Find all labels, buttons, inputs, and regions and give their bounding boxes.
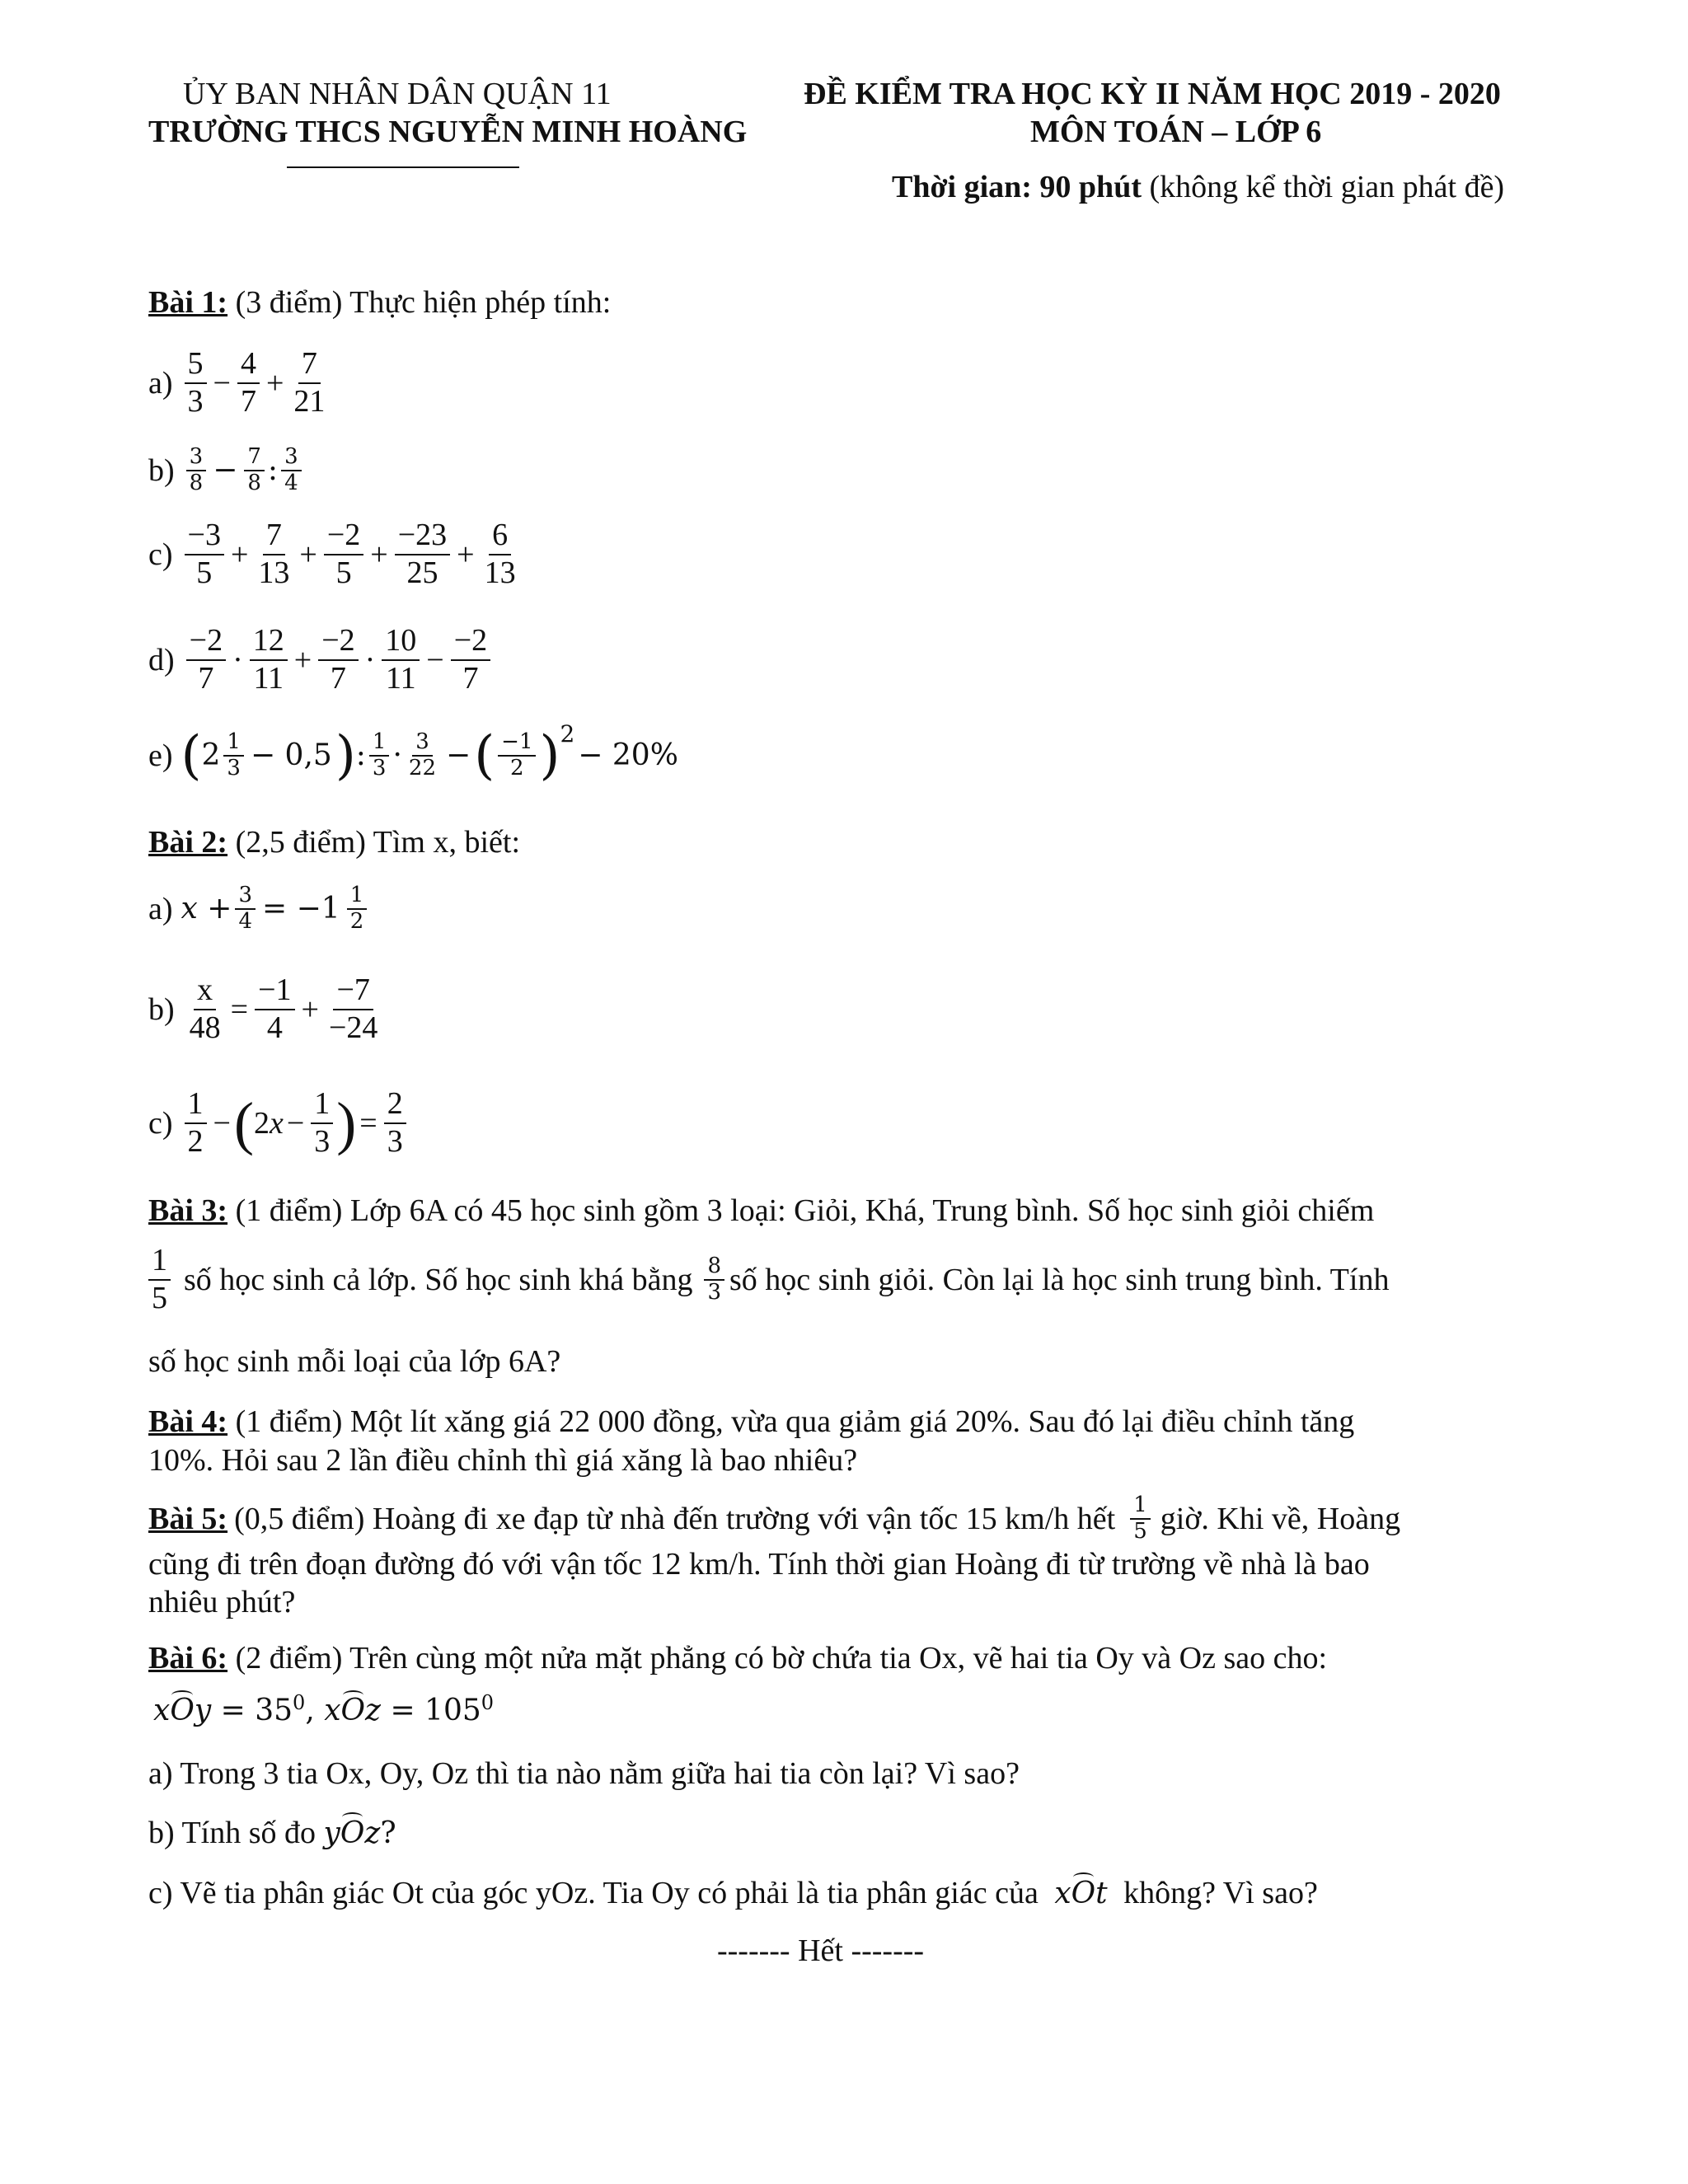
bai2-title: Bài 2: (148, 825, 228, 860)
header-time (892, 169, 1504, 205)
header-left-line1: ỦY BAN NHÂN DÂN QUẬN 11 (183, 77, 612, 111)
bai3-line3: số học sinh mỗi loại của lớp 6A? (148, 1344, 561, 1379)
bai6-angles: xOy = $35^0$, xOz = $105^0$ (153, 1691, 495, 1727)
bai6-c-end: không? Vì sao? (1123, 1876, 1318, 1910)
bai6-c-text: c) Vẽ tia phân giác Ot của góc yOz. Tia Oy có phải là tia phân giác của (148, 1876, 1039, 1910)
bai5-text1a: (0,5 điểm) Hoàng đi xe đạp từ nhà đến trường với vận tốc 15 km/h hết (234, 1501, 1116, 1536)
bai3-line2: $\frac{1}{5}$ số học sinh cả lớp. Số học sinh khá bằng $\frac{8}{3}$ số học sinh giỏi. Còn lại là học sinh trung bình. Tính (148, 1243, 1389, 1316)
bai1-desc: (3 điểm) Thực hiện phép tính: (235, 285, 612, 320)
bai3-title: Bài 3: (148, 1193, 228, 1228)
bai5-text1b: giờ. Khi về, Hoàng (1160, 1501, 1401, 1536)
bai1-b-label: b) (148, 452, 175, 488)
bai3-text2b: số học sinh giỏi. Còn lại là học sinh trung bình. Tính (729, 1262, 1390, 1297)
time-label: Thời gian: 90 phút (892, 170, 1142, 204)
bai1-e: e) ( 2 $\frac{1}{3}$ − 0,5 ) : $\frac{1}{3}$ · $\frac{3}{22}$ − ( $\frac{-1}{2}$ ) 2 − 20% (148, 720, 678, 786)
header-right-line1: ĐỀ KIỂM TRA HỌC KỲ II NĂM HỌC 2019 - 2020 (804, 77, 1501, 111)
bai2-c-label: c) (148, 1105, 173, 1141)
bai6-c: c) Vẽ tia phân giác Ot của góc yOz. Tia Oy có phải là tia phân giác của xOt không? Vì sao? (148, 1876, 1318, 1910)
bai4-line1 (148, 1404, 1354, 1440)
footer-end: ------- Hết ------- (717, 1933, 925, 1968)
bai1-heading (148, 284, 611, 321)
bai3-text2a: số học sinh cả lớp. Số học sinh khá bằng (184, 1262, 693, 1297)
bai2-a-label: a) (148, 891, 173, 926)
bai4-line2: 10%. Hỏi sau 2 lần điều chỉnh thì giá xăng là bao nhiêu? (148, 1443, 858, 1478)
bai5-line3: nhiêu phút? (148, 1585, 296, 1619)
bai2-c: c) $\frac{1}{2}$ − ( 2x − $\frac{1}{3}$ ) = $\frac{2}{3}$ (148, 1086, 410, 1160)
header-underline (287, 166, 519, 168)
bai2-heading (148, 824, 520, 860)
bai5-title: Bài 5: (148, 1501, 228, 1536)
bai2-desc: (2,5 điểm) Tìm x, biết: (235, 825, 521, 860)
bai6-title: Bài 6: (148, 1641, 228, 1675)
header-right-line2: MÔN TOÁN – LỚP 6 (1030, 115, 1322, 149)
bai1-c-label: c) (148, 537, 173, 572)
bai1-d-label: d) (148, 642, 175, 677)
bai5-line1: Bài 5: (0,5 điểm) Hoàng đi xe đạp từ nhà đến trường với vận tốc 15 km/h hết $\frac{1}{5}$ giờ. Khi về, Hoàng (148, 1493, 1401, 1544)
bai4-text1: (1 điểm) Một lít xăng giá 22 000 đồng, vừa qua giảm giá 20%. Sau đó lại điều chỉnh tăng (235, 1404, 1355, 1439)
bai6-b: b) Tính số đo yOz? (148, 1816, 396, 1850)
header-left-line2: TRƯỜNG THCS NGUYỄN MINH HOÀNG (148, 115, 748, 149)
bai4-title: Bài 4: (148, 1404, 228, 1439)
time-note: (không kể thời gian phát đề) (1149, 170, 1505, 204)
bai3-text1: (1 điểm) Lớp 6A có 45 học sinh gồm 3 loại: Giỏi, Khá, Trung bình. Số học sinh giỏi chiếm (235, 1193, 1375, 1228)
bai6-line1 (148, 1640, 1327, 1676)
bai6-b-text: b) Tính số đo (148, 1816, 316, 1850)
bai1-e-label: e) (148, 738, 173, 773)
bai1-d: d) $\frac{-2}{7}$ · $\frac{12}{11}$ + $\frac{-2}{7}$ · $\frac{10}{11}$ − $\frac{-2}{7}$ (148, 623, 494, 696)
bai3-line1 (148, 1193, 1566, 1229)
bai1-title: Bài 1: (148, 285, 228, 320)
bai1-a-label: a) (148, 365, 173, 401)
bai1-c: c) $\frac{-3}{5}$ + $\frac{7}{13}$ + $\frac{-2}{5}$ + $\frac{-23}{25}$ + $\frac{6}{13}$ (148, 518, 516, 590)
bai5-line2: cũng đi trên đoạn đường đó với vận tốc 12 km/h. Tính thời gian Hoàng đi từ trường về nhà là bao (148, 1547, 1370, 1582)
bai6-a: a) Trong 3 tia Ox, Oy, Oz thì tia nào nằm giữa hai tia còn lại? Vì sao? (148, 1756, 1020, 1791)
bai2-b-label: b) (148, 991, 175, 1027)
bai1-b: b) $\frac{3}{8}$ − $\frac{7}{8}$ : $\frac{3}{4}$ (148, 445, 305, 496)
bai1-a: a) $\frac{5}{3}$ − $\frac{4}{7}$ + $\frac{7}{21}$ (148, 346, 326, 419)
bai2-b: b) $\frac{x}{48}$ = $\frac{-1}{4}$ + $\frac{-7}{-24}$ (148, 972, 378, 1045)
bai6-text1: (2 điểm) Trên cùng một nửa mặt phẳng có bờ chứa tia Ox, vẽ hai tia Oy và Oz sao cho: (235, 1641, 1328, 1675)
bai2-a: a) x + $\frac{3}{4}$ = −1 $\frac{1}{2}$ (148, 883, 370, 935)
